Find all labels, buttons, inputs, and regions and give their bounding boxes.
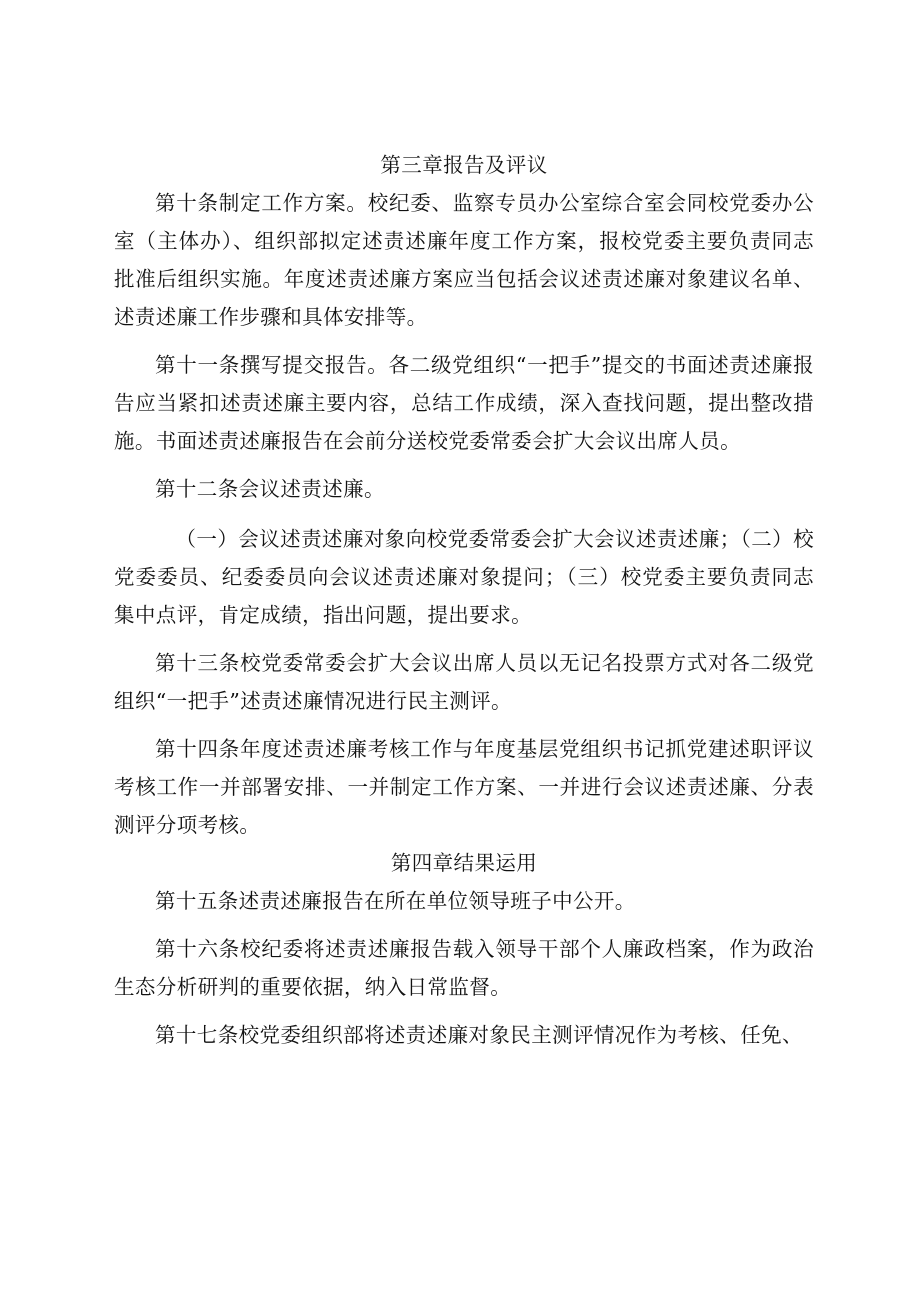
article-17: 第十七条校党委组织部将述责述廉对象民主测评情况作为考核、任免、 (155, 1023, 803, 1047)
article-16: 第十六条校纪委将述责述廉报告载入领导干部个人廉政档案，作为政治生态分析研判的重要依据，纳入日常监督。 (114, 937, 814, 999)
chapter-4-heading: 第四章结果运用 (390, 851, 538, 875)
article-12: 第十二条会议述责述廉。 (155, 477, 385, 501)
document-body (114, 146, 814, 1064)
article-14: 第十四条年度述责述廉考核工作与年度基层党组织书记抓党建述职评议考核工作一并部署安排、一并制定工作方案、一并进行会议述责述廉、分表测评分项考核。 (114, 737, 814, 837)
article-13: 第十三条校党委常委会扩大会议出席人员以无记名投票方式对各二级党组织“一把手”述责述廉情况进行民主测评。 (114, 651, 814, 713)
article-15: 第十五条述责述廉报告在所在单位领导班子中公开。 (155, 889, 636, 913)
chapter-3-heading: 第三章报告及评议 (380, 153, 548, 177)
article-11: 第十一条撰写提交报告。各二级党组织“一把手”提交的书面述责述廉报告应当紧扣述责述廉主要内容，总结工作成绩，深入查找问题，提出整改措施。书面述责述廉报告在会前分送校党委常委会扩大会议出席人员。 (114, 353, 814, 453)
article-12-items: （一）会议述责述廉对象向校党委常委会扩大会议述责述廉；（二）校党委委员、纪委委员向会议述责述廉对象提问；（三）校党委主要负责同志集中点评，肯定成绩，指出问题，提出要求。 (114, 527, 814, 627)
article-10: 第十条制定工作方案。校纪委、监察专员办公室综合室会同校党委办公室（主体办）、组织部拟定述责述廉年度工作方案，报校党委主要负责同志批准后组织实施。年度述责述廉方案应当包括会议述责述廉对象建议名单、述责述廉工作步骤和具体安排等。 (114, 191, 814, 329)
